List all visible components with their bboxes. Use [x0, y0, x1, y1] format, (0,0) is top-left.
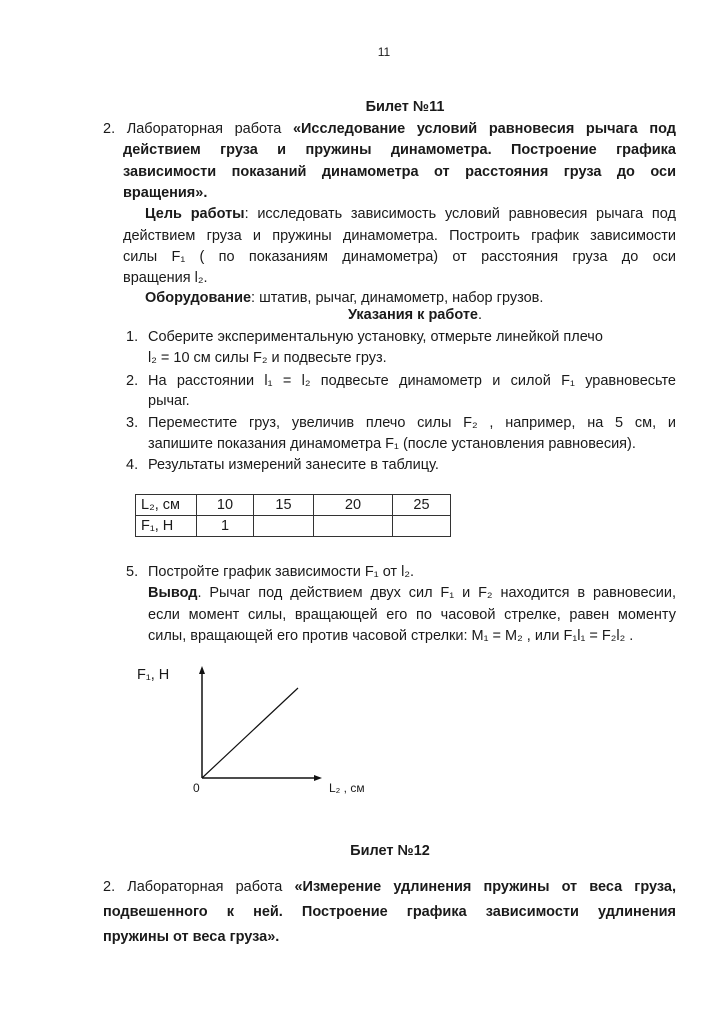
table-cell: 25 [393, 495, 451, 516]
step-4-line1: Результаты измерений занесите в таблицу. [148, 457, 439, 473]
instructions-title: Указания к работе. [347, 307, 483, 323]
step-3-line1: Переместите груз, увеличив плечо силы F₂ , например, на 5 см, и [148, 415, 676, 431]
goal-line1: Цель работы: исследовать зависимость условий равновесия рычага под [145, 206, 676, 222]
step-1-number: 1. [126, 329, 139, 345]
ticket-11-intro-line2: действием груза и пружины динамометра. Построение графика [123, 142, 676, 158]
step-2-line2: рычаг. [148, 393, 190, 409]
y-axis-arrow-icon [199, 666, 205, 674]
table-cell: L₂, см [136, 495, 197, 516]
step-2-line1: На расстоянии l₁ = l₂ подвесьте динамометр и силой F₁ уравновесьте [148, 373, 676, 389]
graph-y-label: F₁, Н [137, 667, 170, 683]
step-1-line2: l₂ = 10 см силы F₂ и подвесьте груз. [148, 350, 387, 366]
table-cell: 10 [197, 495, 254, 516]
ticket-11-title: Билет №11 [365, 99, 445, 115]
ticket-12-intro-line1: 2. Лабораторная работа «Измерение удлинения пружины от веса груза, [103, 879, 676, 895]
step-5-number: 5. [126, 564, 139, 580]
page-number: 11 [377, 45, 391, 59]
step-5-line1: Постройте график зависимости F₁ от l₂. [148, 564, 414, 580]
conclusion-line2: если момент силы, вращающей его по часовой стрелке, равен моменту [148, 607, 676, 623]
step-3-number: 3. [126, 415, 139, 431]
graph-origin: 0 [193, 781, 200, 795]
table-cell: 20 [314, 495, 393, 516]
ticket-12-intro-line3: пружины от веса груза». [103, 929, 280, 945]
graph-x-label: L₂ , см [329, 781, 365, 795]
conclusion-line3: силы, вращающей его против часовой стрелки: M₁ = M₂ , или F₁l₁ = F₂l₂ . [148, 628, 634, 644]
ticket-12-title: Билет №12 [350, 843, 430, 859]
step-1-line1: Соберите экспериментальную установку, отмерьте линейкой плечо [148, 329, 603, 345]
table-cell: F₁, Н [136, 516, 197, 537]
ticket-11-intro-line4: вращения». [123, 185, 208, 201]
goal-line4: вращения l₂. [123, 270, 208, 286]
graph-line [202, 688, 298, 778]
goal-line2: действием груза и пружины динамометра. Построить график зависимости [123, 228, 676, 244]
ticket-11-intro-line3: зависимости показаний динамометра от расстояния груза до оси [123, 164, 676, 180]
x-axis-arrow-icon [314, 775, 322, 781]
step-3-line2: запишите показания динамометра F₁ (после установления равновесия). [148, 436, 636, 452]
conclusion-line1: Вывод. Рычаг под действием двух сил F₁ и F₂ находится в равновесии, [148, 585, 676, 601]
step-4-number: 4. [126, 457, 139, 473]
goal-line3: силы F₁ ( по показаниям динамометра) от расстояния груза до оси [123, 249, 676, 265]
table-cell: 15 [254, 495, 314, 516]
ticket-11-intro-line1: 2. Лабораторная работа «Исследование условий равновесия рычага под [103, 121, 676, 137]
step-2-number: 2. [126, 373, 139, 389]
table-cell: 1 [197, 516, 254, 537]
equipment: Оборудование: штатив, рычаг, динамометр, набор грузов. [145, 290, 544, 306]
ticket-12-intro-line2: подвешенного к ней. Построение графика зависимости удлинения [103, 904, 676, 920]
